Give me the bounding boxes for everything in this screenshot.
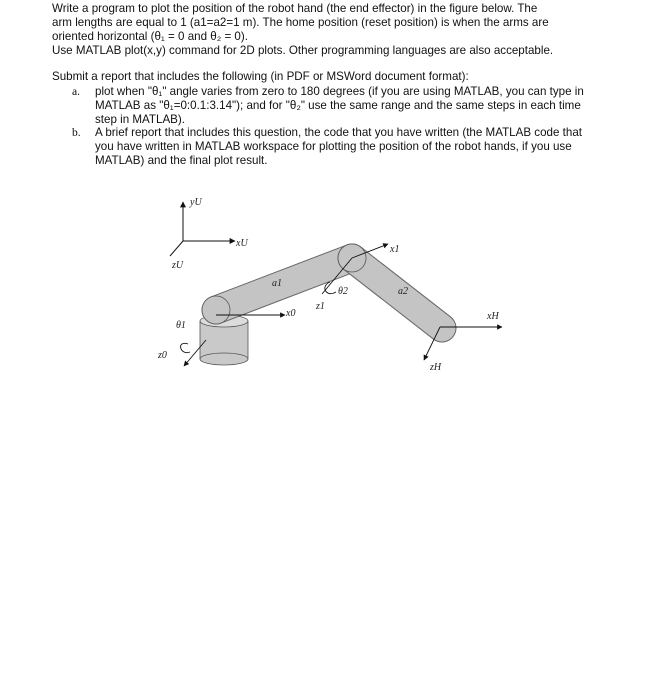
zu-axis	[170, 241, 183, 256]
list-item-text	[95, 85, 610, 127]
list-item-line: A brief report that includes this question, the code that you have written (the MATLAB code that	[95, 126, 582, 139]
intro-line: arm lengths are equal to 1 (a1=a2=1 m). The home position (reset position) is when the arms are	[52, 16, 549, 29]
theta1-rotation-icon	[181, 343, 190, 352]
label-theta2: θ2	[338, 286, 348, 297]
label-theta1: θ1	[176, 320, 186, 331]
universal-frame	[170, 202, 235, 256]
list-item-line: MATLAB as "θ₁=0:0.1:3.14"); and for "θ₂" use the same range and the same steps in each time	[95, 99, 581, 112]
intro-line: Write a program to plot the position of the robot hand (the end effector) in the figure below. The	[52, 2, 538, 15]
list-item-line: step in MATLAB).	[95, 113, 185, 126]
intro-line: Use MATLAB plot(x,y) command for 2D plots. Other programming languages are also acceptable.	[52, 44, 554, 57]
label-z0: z0	[158, 350, 167, 361]
label-zh: zH	[430, 362, 442, 373]
list-marker: a.	[72, 85, 81, 98]
list-item-text	[95, 126, 610, 168]
list-item-line: you have written in MATLAB workspace for plotting the position of the robot hands, if you use	[95, 140, 572, 153]
submit-paragraph	[52, 70, 612, 84]
label-x0: x0	[286, 308, 296, 319]
intro-paragraph	[52, 2, 612, 58]
link-1	[216, 258, 352, 310]
list-item-line: MATLAB) and the final plot result.	[95, 154, 268, 167]
submit-line: Submit a report that includes the following (in PDF or MSWord document format):	[52, 70, 469, 83]
label-xu: xU	[236, 238, 248, 249]
link-2	[352, 258, 442, 328]
joint-1	[202, 296, 230, 324]
label-yu: yU	[190, 197, 202, 208]
label-zu: zU	[172, 260, 184, 271]
label-z1: z1	[316, 301, 325, 312]
label-a2: a2	[398, 286, 408, 297]
label-a1: a1	[272, 278, 282, 289]
robot-arm-figure	[140, 188, 520, 388]
label-xh: xH	[487, 311, 499, 322]
list-marker: b.	[72, 126, 81, 139]
intro-line: oriented horizontal (θ₁ = 0 and θ₂ = 0).	[52, 30, 248, 43]
label-x1: x1	[390, 244, 400, 255]
list-item-line: plot when "θ₁" angle varies from zero to 180 degrees (if you are using MATLAB, you can type in	[95, 85, 584, 98]
robot-base	[200, 315, 248, 365]
